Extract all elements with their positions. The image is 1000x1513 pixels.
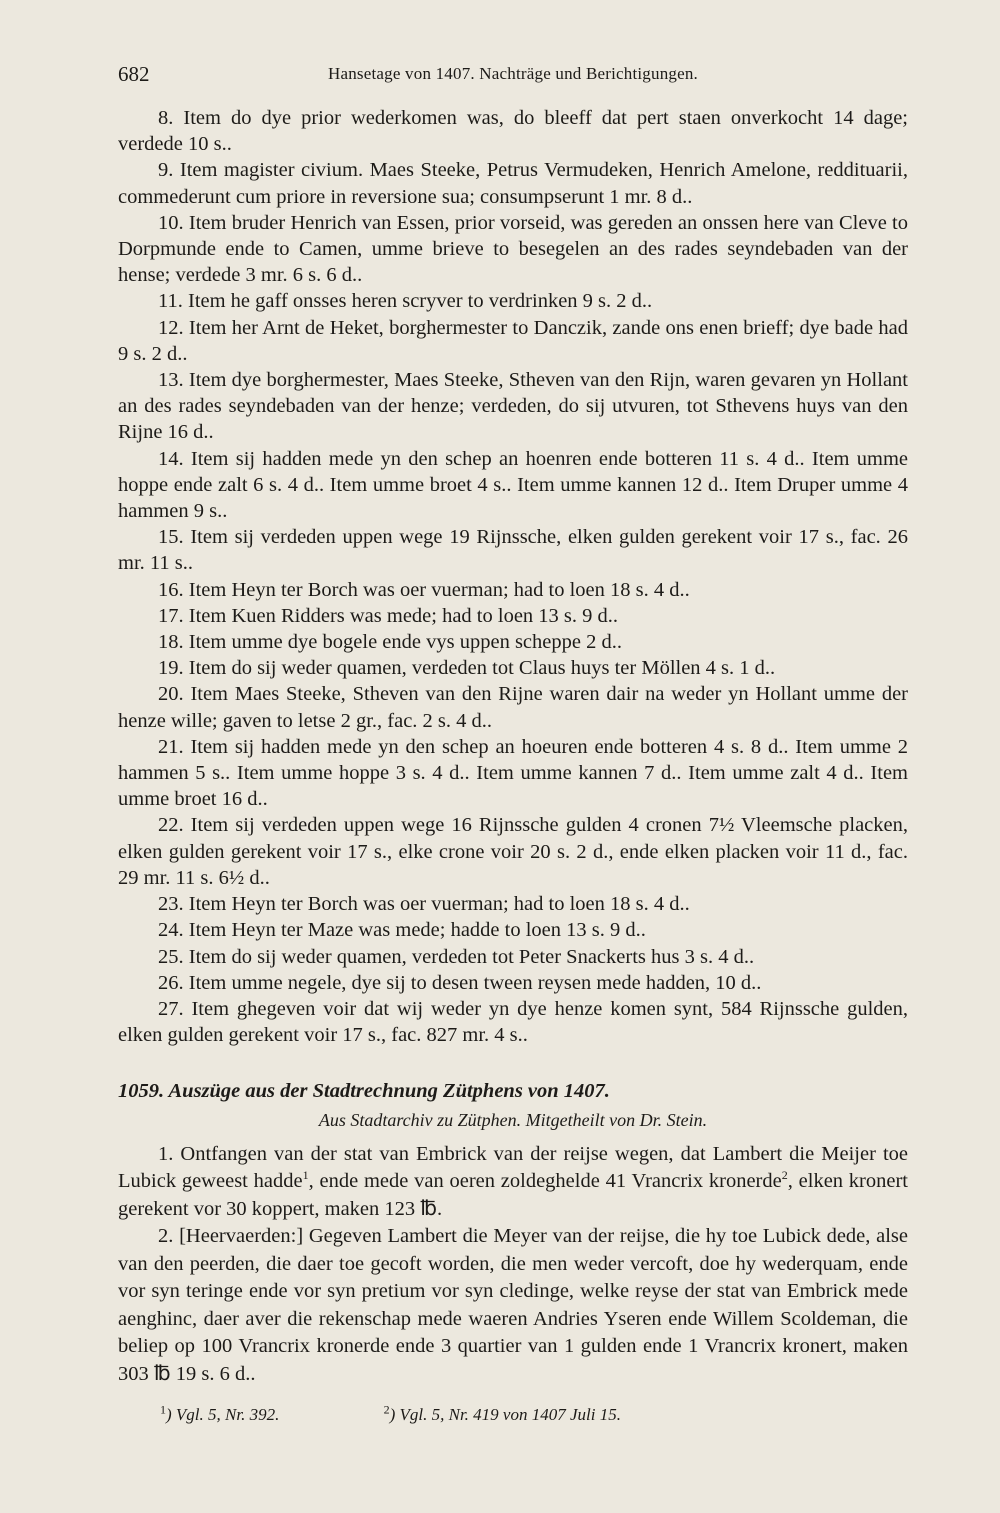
paragraph-1-text-a: 1. Ontfangen van der stat van Embrick van der reijse wegen, dat Lambert die Meijer toe Lubick geweest hadde [118,1142,908,1193]
paragraph-1 [118,1141,908,1224]
entry-19: 19. Item do sij weder quamen, verdeden tot Claus huys ter Möllen 4 s. 1 d.. [158,657,776,680]
section-heading: 1059. Auszüge aus der Stadtrechnung Zütphens von 1407. [118,1080,610,1103]
entry-22: 22. Item sij verdeden uppen wege 16 Rijnssche gulden 4 cronen 7½ Vleemsche placken, elken gulden gerekent voir 17 s., elke crone voir 20 s. 2 d., ende elken placken voir 11 d., fac. 29 mr. 11 s. 6½ d.. [118,814,908,889]
entry-8: 8. Item do dye prior wederkomen was, do bleeff dat pert staen onverkocht 14 dage; verdede 10 s.. [118,107,908,156]
page-header [118,62,908,88]
entry-17: 17. Item Kuen Ridders was mede; had to loen 13 s. 9 d.. [158,604,619,627]
footnotes [160,1402,721,1425]
entry-12: 12. Item her Arnt de Heket, borghermester to Danczik, zande ons enen brieff; dye bade had 9 s. 2 d.. [118,316,908,365]
footnote-mark: 2 [383,1402,390,1417]
paragraph-1-text-b: , ende mede van oeren zoldeghelde 41 Vrancrix kronerde [308,1170,782,1193]
footnote-mark: 1 [160,1402,166,1417]
page-number: 682 [118,62,150,86]
entry-20: 20. Item Maes Steeke, Stheven van den Rijne waren dair na weder yn Hollant umme der henze wille; gaven to letse 2 gr., fac. 2 s. 4 d.. [118,683,908,732]
entry-25: 25. Item do sij weder quamen, verdeden tot Peter Snackerts hus 3 s. 4 d.. [158,945,755,968]
paragraph-1-text-c: , elken kronert gerekent vor 30 koppert, maken 123 ℔. [118,1170,909,1220]
footnote-text: ) Vgl. 5, Nr. 419 von 1407 Juli 15. [389,1405,621,1424]
entry-list [118,105,908,1048]
entry-10: 10. Item bruder Henrich van Essen, prior vorseid, was gereden an onssen here van Cleve to Dorpmunde ende to Camen, umme brieve to besegelen an des rades seyndebaden van der hense; verdede 3 mr. 6 s. 6 d.. [118,211,908,287]
entry-11: 11. Item he gaff onsses heren scryver to verdrinken 9 s. 2 d.. [158,290,653,313]
entry-21: 21. Item sij hadden mede yn den schep an hoeuren ende botteren 4 s. 8 d.. Item umme 2 hammen 5 s.. Item umme hoppe 3 s. 4 d.. Item umme kannen 7 d.. Item umme zalt 4 d.. Item umme broet 16 d.. [118,735,908,811]
entry-9: 9. Item magister civium. Maes Steeke, Petrus Vermudeken, Henrich Amelone, reddituarii, commederunt cum priore in reversione sua; consumpserunt 1 mr. 8 d.. [118,159,908,208]
entry-13: 13. Item dye borghermester, Maes Steeke, Stheven van den Rijn, waren gevaren yn Hollant an des rades seyndebaden van der henze; verdeden, do sij utvuren, tot Sthevens huys van den Rijne 16 d.. [118,369,908,444]
entry-24: 24. Item Heyn ter Maze was mede; hadde to loen 13 s. 9 d.. [158,919,646,942]
footnote-ref-1[interactable]: 1 [302,1168,309,1183]
source-line: Aus Stadtarchiv zu Zütphen. Mitgetheilt von Dr. Stein. [318,1109,708,1130]
body-text [118,105,908,1388]
entry-23: 23. Item Heyn ter Borch was oer vuerman; had to loen 18 s. 4 d.. [158,893,690,916]
footnote-2 [383,1402,621,1424]
entry-16: 16. Item Heyn ter Borch was oer vuerman; had to loen 18 s. 4 d.. [158,578,690,601]
footnote-ref-2[interactable]: 2 [781,1168,788,1183]
entry-18: 18. Item umme dye bogele ende vys uppen scheppe 2 d.. [158,631,622,654]
footnote-1 [160,1402,280,1424]
entry-15: 15. Item sij verdeden uppen wege 19 Rijnssche, elken gulden gerekent voir 17 s., fac. 26 mr. 11 s.. [118,526,908,575]
paragraph-2: 2. [Heervaerden:] Gegeven Lambert die Meyer van der reijse, die hy toe Lubick dede, alse van den peerden, die daer toe gecoft worden, die men weder vercoft, doe hy wederquam, ende vor syn teringe ende vor syn pretium vor syn cledinge, welke reyse der stat van Embrick mede aenghinc, daer aver die rekenschap mede waeren Andries Yseren ende Willem Scoldeman, die beliep op 100 Vrancrix kronerde ende 3 quartier van 1 gulden ende 1 Vrancrix kronert, maken 303 ℔ 19 s. 6 d.. [118,1225,908,1385]
footnote-text: ) Vgl. 5, Nr. 392. [166,1405,280,1424]
entry-14: 14. Item sij hadden mede yn den schep an hoenren ende botteren 11 s. 4 d.. Item umme hoppe ende zalt 6 s. 4 d.. Item umme broet 4 s.. Item umme kannen 12 d.. Item Druper umme 4 hammen 9 s.. [118,447,908,523]
entry-27: 27. Item ghegeven voir dat wij weder yn dye henze komen synt, 584 Rijnssche gulden, elken gulden gerekent voir 17 s., fac. 827 mr. 4 s.. [118,997,908,1047]
entry-26: 26. Item umme negele, dye sij to desen tween reysen mede hadden, 10 d.. [158,971,762,994]
running-title: Hansetage von 1407. Nachträge und Berichtigungen. [328,64,698,83]
